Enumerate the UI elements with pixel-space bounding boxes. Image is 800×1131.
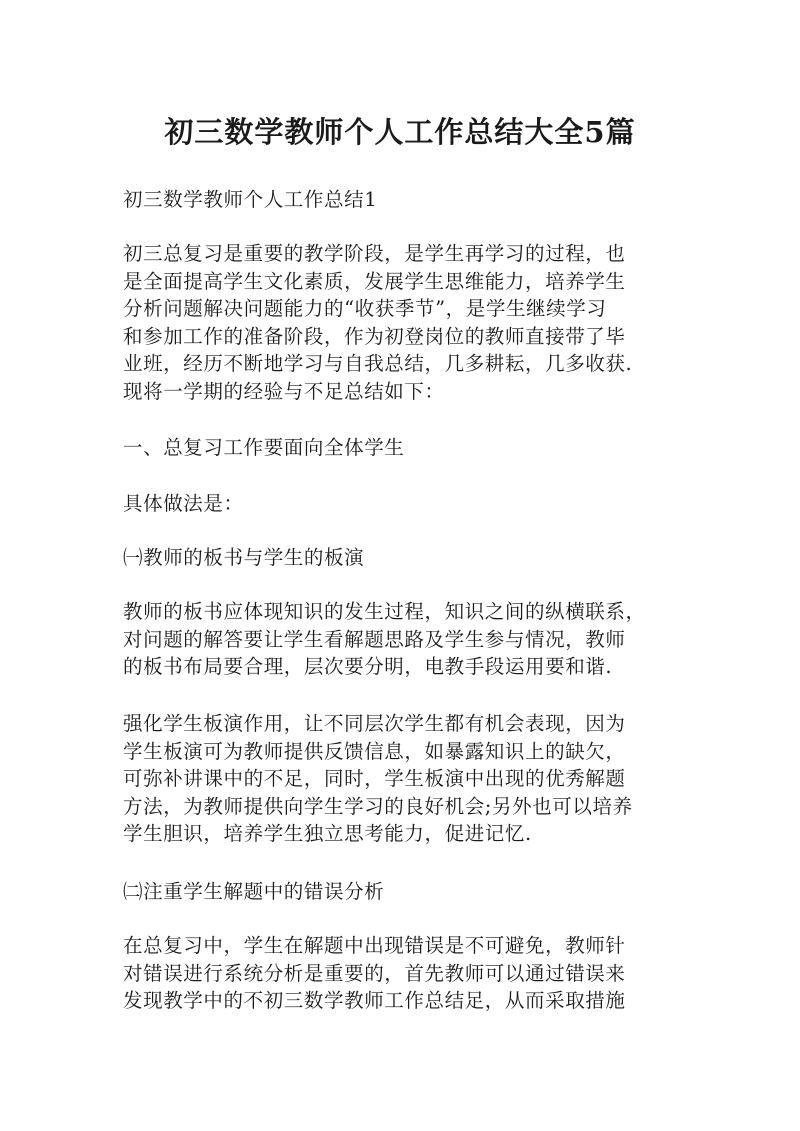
paragraph-line: 对错误进行系统分析是重要的，首先教师可以通过错误来: [123, 961, 626, 985]
body-paragraph: [123, 598, 683, 681]
paragraph-line: 初三总复习是重要的教学阶段，是学生再学习的过程，也: [123, 242, 626, 265]
item-heading: ㈡注重学生解题中的错误分析: [123, 880, 385, 903]
body-paragraph: [123, 932, 683, 1015]
paragraph-line: 是全面提高学生文化素质，发展学生思维能力，培养学生: [123, 269, 626, 293]
paragraph-line: 可弥补讲课中的不足，同时，学生板演中出现的优秀解题: [123, 767, 626, 790]
paragraph-line: 方法，为教师提供向学生学习的良好机会;另外也可以培养: [123, 794, 633, 818]
intro-paragraph: [123, 240, 683, 405]
paragraph-line: 对问题的解答要让学生看解题思路及学生参与情况，教师: [123, 627, 626, 651]
item-heading: ㈠教师的板书与学生的板演: [123, 546, 365, 569]
paragraph-line: 分析问题解决问题能力的“收获季节”，是学生继续学习: [123, 297, 607, 320]
paragraph-line: 强化学生板演作用，让不同层次学生都有机会表现，因为: [123, 712, 626, 735]
methods-label: 具体做法是：: [123, 492, 244, 515]
paragraph-line: 发现教学中的不初三数学教师工作总结足，从而采取措施: [123, 989, 626, 1012]
document-title: 初三数学教师个人工作总结大全5篇: [164, 115, 636, 149]
body-paragraph: [123, 710, 683, 848]
paragraph-line: 学生胆识，培养学生独立思考能力，促进记忆.: [123, 822, 532, 845]
paragraph-line: 学生板演可为教师提供反馈信息，如暴露知识上的缺欠，: [123, 739, 626, 763]
section-heading: 一、总复习工作要面向全体学生: [123, 436, 405, 459]
paragraph-line: 在总复习中，学生在解题中出现错误是不可避免，教师针: [123, 934, 626, 957]
section-subtitle: 初三数学教师个人工作总结1: [123, 188, 378, 211]
paragraph-line: 教师的板书应体现知识的发生过程，知识之间的纵横联系，: [123, 600, 646, 623]
paragraph-line: 的板书布局要合理，层次要分明，电教手段运用要和谐.: [123, 655, 613, 678]
paragraph-line: 和参加工作的准备阶段，作为初登岗位的教师直接带了毕: [123, 324, 626, 348]
paragraph-line: 现将一学期的经验与不足总结如下：: [123, 379, 445, 403]
paragraph-line: 业班，经历不断地学习与自我总结，几多耕耘，几多收获.: [123, 352, 633, 375]
